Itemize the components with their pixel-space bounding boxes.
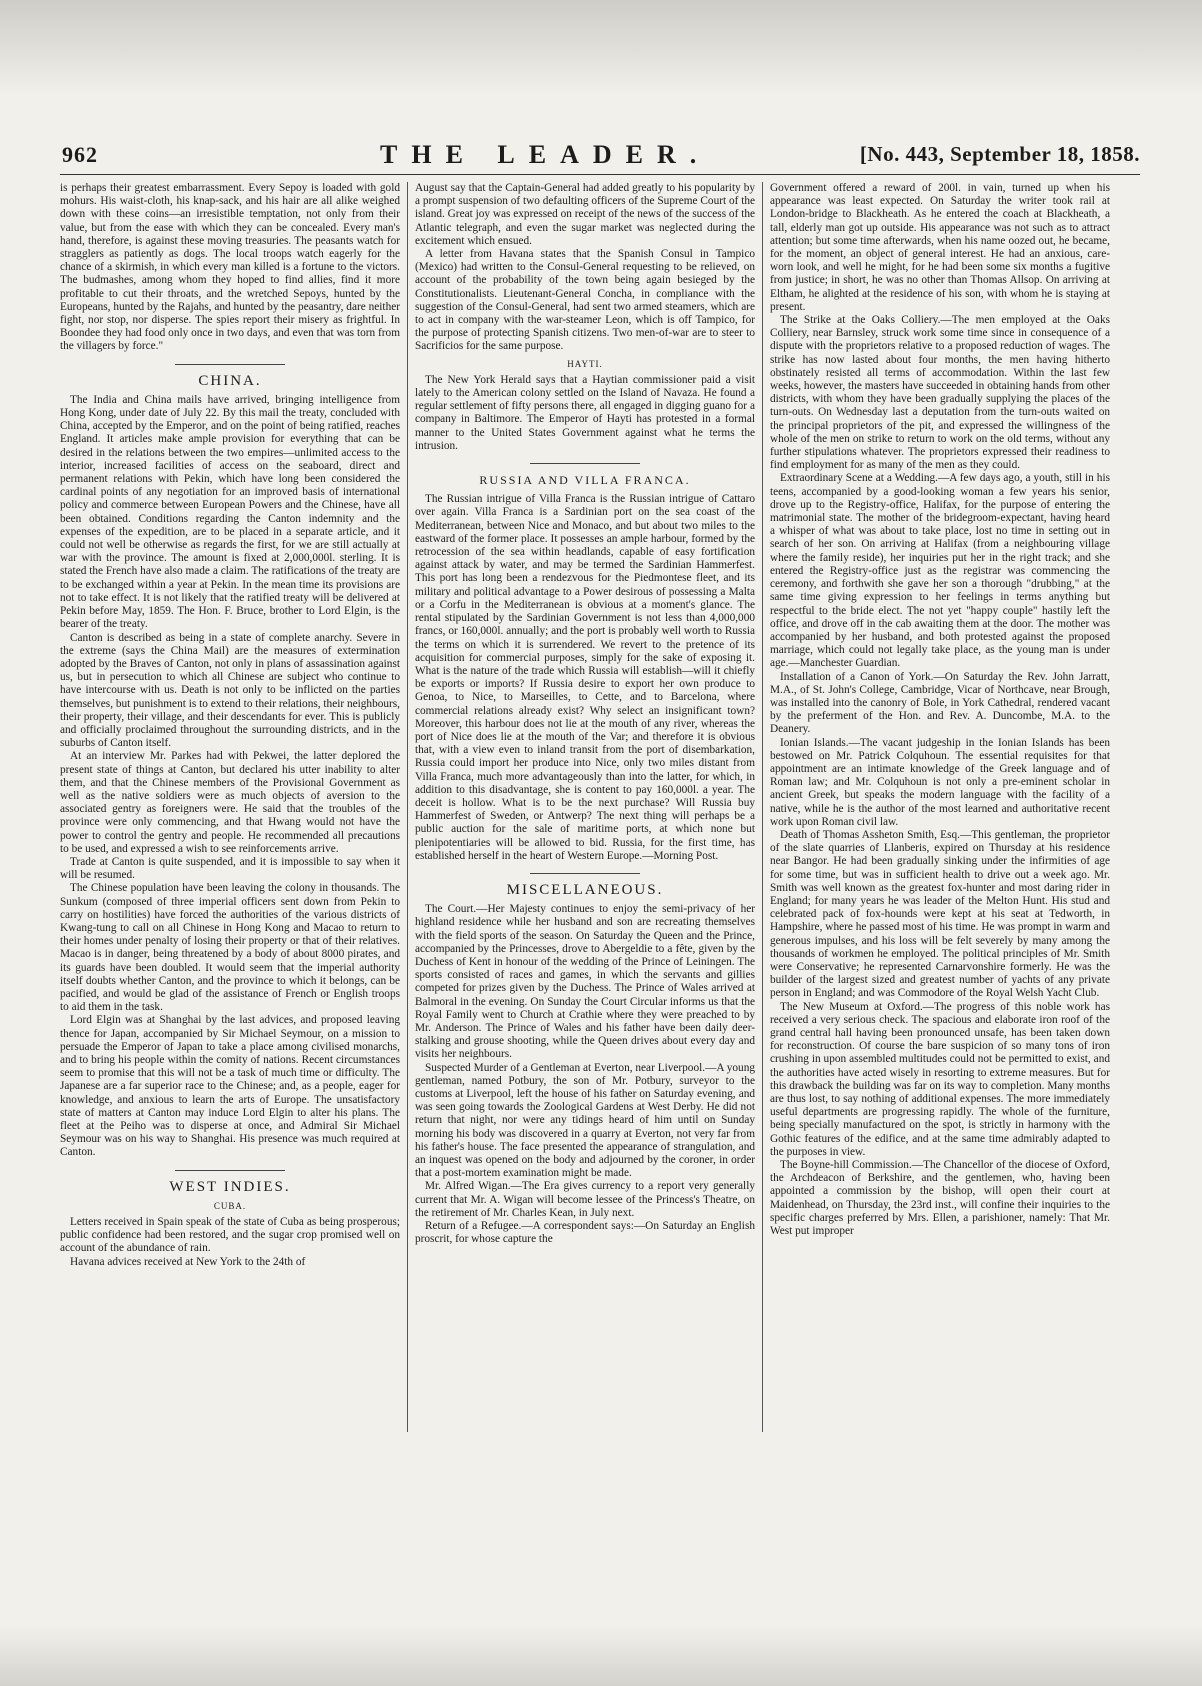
paragraph: A letter from Havana states that the Spanish Consul in Tampico (Mexico) had written to the Consul-General requesting to be relieved, on account of the probability of the town being again besieged by the Constitutionalists. Lieutenant-General Concha, in compliance with the suggestion of the Consul-General, had sent two armed steamers, which are to act in company with the war-steamer Leon, which is off Tampico, for the purpose of protecting Spanish citizens. Two men-of-war are to steer to Sacrificios for the same purpose. bbox=[415, 248, 755, 353]
separator bbox=[530, 873, 640, 874]
paragraph: The New York Herald says that a Haytian commissioner paid a visit lately to the American colony settled on the Island of Navaza. He found a regular settlement of fifty persons there, all engaged in digging guano for a company in Baltimore. The Emperor of Hayti has protested in a formal manner to the United States Government against what he terms the intrusion. bbox=[415, 373, 755, 452]
paragraph: The India and China mails have arrived, bringing intelligence from Hong Kong, under date of July 22. By this mail the treaty, concluded with China, accepted by the Emperor, and on the point of being ratified, reaches England. It articles make ample provision for everything that can be desired in the relations between the two empires—unlimited access to the interior, increased facilities of access on the seaboard, direct and permanent relations with Pekin, which have long been considered the cardinal points of any negotiation for an improved basis of international policy and commerce between European Powers and the Chinese, have all been obtained. Conditions regarding the Canton indemnity and the expenses of the expedition, are to be placed in a separate article, and it could not well be otherwise as regards the first, for we are still actually at war with the province. The amount is fixed at 2,000,000l. sterling. It is stated the French have also made a claim. The ratifications of the treaty are to be exchanged within a year at Pekin. In the mean time its provisions are not to take effect. It is not likely that the ratified treaty will be delivered at Pekin before May, 1859. The Hon. F. Bruce, brother to Lord Elgin, is the bearer of the treaty. bbox=[60, 393, 400, 631]
paragraph: Suspected Murder of a Gentleman at Everton, near Liverpool.—A young gentleman, named Potbury, the son of Mr. Potbury, surveyor to the customs at Liverpool, left the house of his father on Saturday evening, and was seen going towards the Zoological Gardens at West Derby. He did not return that night, nor were any tidings heard of him until on Sunday morning his body was discovered in a quarry at Everton, not very far from his father's house. The face presented the appearance of strangulation, and an inquest was opened on the body and adjourned by the coroner, in order that a post-mortem examination might be made. bbox=[415, 1061, 755, 1180]
column-rule bbox=[762, 182, 763, 1432]
column-3 bbox=[770, 182, 1110, 1622]
article-continuation: Government offered a reward of 200l. in vain, turned up when his appearance was least expected. On Saturday the writer took rail at London-bridge to Blackheath. As he entered the coach at Blackheath, a tall, elderly man got up outside. His appearance was not such as to attract attention; but some time afterwards, when his name oozed out, he became, for the moment, an object of general interest. He had an anxious, care-worn look, and well he might, for he had been some six months a fugitive from justice; in short, he was no other than Thomas Allsop. On arriving at Eltham, he alighted at the residence of his son, with whom he is staying at present. bbox=[770, 182, 1110, 313]
separator bbox=[175, 364, 285, 365]
paragraph: Lord Elgin was at Shanghai by the last advices, and proposed leaving thence for Japan, accompanied by Sir Michael Seymour, on a mission to persuade the Emperor of Japan to take a place among civilised monarchs, and to bring his people within the comity of nations. Recent circumstances seem to promise that this will not be a task of much time or difficulty. The Japanese are a far superior race to the Chinese; and, as a people, eager for knowledge, and anxious to learn the arts of Europe. The unsatisfactory state of matters at Canton may induce Lord Elgin to alter his plans. The fleet at the Peiho was to disperse at once, and Admiral Sir Michael Seymour was on his way to Shanghai. His presence was much required at Canton. bbox=[60, 1014, 400, 1159]
column-rule bbox=[407, 182, 408, 1432]
separator bbox=[530, 463, 640, 464]
paragraph: The Court.—Her Majesty continues to enjoy the semi-privacy of her highland residence while her husband and son are recreating themselves with the field sports of the season. On Saturday the Queen and the Prince, accompanied by the Princesses, drove to Abergeldie to a fête, given by the Duchess of Kent in honour of the wedding of the Prince of Leiningen. The sports consisted of races and games, in which the servants and gillies competed for prizes given by the Duchess. The Prince of Wales arrived at Balmoral in the evening. On Sunday the Court Circular informs us that the Royal Family went to Church at Crathie where they were preached to by Mr. Anderson. The Prince of Wales and his father have been daily deer-stalking and grouse shooting, while the Queen drives about every day and visits her neighbours. bbox=[415, 903, 755, 1061]
paragraph: Ionian Islands.—The vacant judgeship in the Ionian Islands has been bestowed on Mr. Patrick Colquhoun. The essential requisites for that appointment are an intimate knowledge of the Greek language and of Roman law; and Mr. Colquhoun is not only a pre-eminent scholar in ancient Greek, but speaks the modern language with the facility of a native, while he is the author of the most learned and authoritative recent work upon Roman civil law. bbox=[770, 736, 1110, 828]
paragraph: Death of Thomas Assheton Smith, Esq.—This gentleman, the proprietor of the slate quarries of Llanberis, expired on Thursday at his residence near Bangor. He had been gradually sinking under the infirmities of age for some time, but was in sufficient health to drive out a week ago. Mr. Smith was well known as the greatest fox-hunter and most daring rider in England; for many years he was leader of the Melton Hunt. His stud and celebrated pack of fox-hounds were kept at his seat at Tedworth, in Hampshire, where he passed most of his time. He was prompt in warm and generous impulses, and his loss will be felt severely by many among the thousands of workmen he employed. The political principles of Mr. Smith were Conservative; he represented Carnarvonshire formerly. He was the builder of the largest sized and greatest number of yachts of any private person in England; and was Commodore of the Royal Welsh Yacht Club. bbox=[770, 828, 1110, 1000]
newspaper-page bbox=[60, 140, 1140, 1640]
scan-border-top bbox=[0, 0, 1202, 95]
section-heading-russia: RUSSIA AND VILLA FRANCA. bbox=[479, 473, 691, 488]
paragraph: The Strike at the Oaks Colliery.—The men employed at the Oaks Colliery, near Barnsley, struck work some time since in consequence of a dispute with the proprietors relative to a proposed reduction of wages. The strike has now lasted about four months, the men having hitherto obstinately resisted all terms of accommodation. Within the last few weeks, however, the masters have succeeded in obtaining hands from other districts, with whom they have been gradually supplying the places of the turn-outs. On Wednesday last a deputation from the turn-outs waited on the principal proprietors of the pit, and expressed the willingness of the whole of the men on strike to return to work on the old terms, without any further stipulations whatever. The proprietors expressed their readiness to find employment for as many of the men as they could. bbox=[770, 314, 1110, 472]
paragraph: Installation of a Canon of York.—On Saturday the Rev. John Jarratt, M.A., of St. John's College, Cambridge, Vicar of Northcave, near Brough, was installed into the canonry of Bole, in York Cathedral, rendered vacant by the preferment of the Hon. and Rev. A. Duncombe, M.A. to the Deanery. bbox=[770, 670, 1110, 736]
paragraph: Extraordinary Scene at a Wedding.—A few days ago, a youth, still in his teens, accompanied by a good-looking woman a few years his senior, drove up to the Registry-office, Halifax, for the purpose of entering the matrimonial state. The mother of the bridegroom-expectant, having heard a whisper of what was about to take place, lost no time in setting out in search of her son. On arriving at Halifax (from a neighbouring village where the family reside), her inquiries put her in the right track; and she entered the Registry-office just as the registrar was commencing the ceremony, and forthwith she gave her son a thorough "drubbing," at the same time giving expression to her feelings in terms anything but respectful to the bride elect. The not yet "happy couple" hastily left the office, and drove off in the cab awaiting them at the door. The mother was accompanied by her husband, and both protested against the proposed marriage, which could not legally take place, as the young man is under age.—Manchester Guardian. bbox=[770, 472, 1110, 670]
paragraph: Mr. Alfred Wigan.—The Era gives currency to a report very generally current that Mr. A. Wigan will become lessee of the Princess's Theatre, on the retirement of Mr. Charles Kean, in July next. bbox=[415, 1180, 755, 1219]
paragraph: Canton is described as being in a state of complete anarchy. Severe in the extreme (says the China Mail) are the measures of extermination adopted by the Braves of Canton, not only in plans of assassination against us, but in persecution to which all Chinese are subject who continue to have intercourse with us. Death is not only to be inflicted on the parties themselves, but punishment is to extend to their relations, their neighbours, their property, their village, and their descendants for ever. This is publicly and officially proclaimed throughout the surrounding districts, and in the suburbs of Canton itself. bbox=[60, 631, 400, 750]
column-1 bbox=[60, 182, 400, 1622]
paragraph: The Russian intrigue of Villa Franca is the Russian intrigue of Cattaro over again. Villa Franca is a Sardinian port on the sea coast of the Mediterranean, between Nice and Monaco, and but about two miles to the eastward of the former place. It possesses an ample harbour, formed by the retrocession of the sea within headlands, capable of easy fortification against attack by water, and may be termed the Sardinian Hammerfest. This port has long been a rendezvous for the Piedmontese fleet, and its military and political advantage to a Power desirous of possessing a Malta or a Corfu in the Mediterranean is obvious at a moment's glance. The rental stipulated by the Sardinian Government is not less than 4,000,000 francs, or 160,000l. annually; and the port is probably well worth to Russia the terms on which it is surrendered. We revert to the pretence of its acquisition for commercial purposes, simply for the sake of exposing it. What is the nature of the trade which Russia will establish—will it chiefly be exports or imports? If Russia desire to export her own produce to Genoa, to Nice, to Marseilles, to Cette, and to Barcelona, where commercial relations already exist? Why select an insignificant town? Moreover, this harbour does not lie at the mouth of any river, whereas the port of Nice does lie at the mouth of the Var; and therefore it is obvious that, with a view even to inland transit from the port of disembarkation, Russia could import her produce into Nice, only two miles distant from Villa Franca, much more advantageously than into the latter, for which, in addition to this disadvantage, she is content to pay 160,000l. a year. The deceit is hollow. What is to be the next purchase? Will Russia buy Hammerfest of Sweden, or Antwerp? The next thing will perhaps be a public auction for the sale of maritime ports, at which none but plenipotentiaries will be allowed to bid. Russia, for the first time, has established herself in the heart of Western Europe.—Morning Post. bbox=[415, 493, 755, 862]
masthead bbox=[60, 140, 1140, 175]
paragraph: The New Museum at Oxford.—The progress of this noble work has received a very serious check. The spacious and elaborate iron roof of the grand central hall having been pronounced unsafe, has been taken down for reconstruction. Of course the bare suspicion of so many tons of iron crushing in upon assembled multitudes could not be permitted to exist, and the authorities have acted wisely in resorting to extreme measures. But for this drawback the building was far on its way to completion. Many months are thus lost, to say nothing of additional expenses. The more immediately useful departments are progressing rapidly. The whole of the furniture, being specially manufactured on the spot, is strictly in harmony with the Gothic features of the edifice, and at the same time admirably adapted to the purposes in view. bbox=[770, 1000, 1110, 1158]
paragraph: The Boyne-hill Commission.—The Chancellor of the diocese of Oxford, the Archdeacon of Berkshire, and the gentlemen, who, having been appointed a commission by the bishop, will open their court at Maidenhead, on Thursday, the 23rd inst., will confine their inquiries to the specific charges preferred by Mrs. Ellen, a parishioner, namely: That Mr. West put improper bbox=[770, 1159, 1110, 1238]
subheading-cuba: CUBA. bbox=[213, 1200, 247, 1211]
paragraph: Trade at Canton is quite suspended, and it is impossible to say when it will be resumed. bbox=[60, 855, 400, 882]
section-heading-china: CHINA. bbox=[198, 372, 262, 389]
subheading-hayti: HAYTI. bbox=[567, 358, 603, 369]
paragraph: Letters received in Spain speak of the state of Cuba as being prosperous; public confidence had been restored, and the sugar crop promised well on account of the abundance of rain. bbox=[60, 1216, 400, 1255]
article-continuation: August say that the Captain-General had added greatly to his popularity by a prompt suspension of two defaulting officers of the Supreme Court of the island. Great joy was expressed on receipt of the news of the success of the Atlantic telegraph, and even the sugar market was neglected during the excitement which ensued. bbox=[415, 182, 755, 247]
paragraph: At an interview Mr. Parkes had with Pekwei, the latter deplored the present state of things at Canton, but declared his utter inability to alter them, and that the Chinese members of the Provisional Government as well as the native soldiers were as much objects of aversion to the associated gentry as foreigners were. He said that the troubles of the province were only commencing, and that Hwang would not have the power to control the gentry and people. He recommended all precautions to be used, and expressed a wish to see reinforcements arrive. bbox=[60, 750, 400, 855]
separator bbox=[175, 1170, 285, 1171]
paragraph: Havana advices received at New York to the 24th of bbox=[70, 1255, 306, 1268]
paragraph: The Chinese population have been leaving the colony in thousands. The Sunkum (composed of three imperial officers sent down from Pekin to carry on hostilities) have forced the authorities of the various districts of Kwang-tung to call on all Chinese in Hong Kong and Macao to return to their homes under penalty of losing their property or that of their relatives. Macao is in danger, being threatened by a body of about 8000 pirates, and its guards have been doubled. It would seem that the imperial authority itself doubts whether Canton, and the province to which it belongs, can be pacified, and would be glad of the assistance of French or English troops to aid them in the task. bbox=[60, 882, 400, 1014]
column-2 bbox=[415, 182, 755, 1622]
article-continuation: is perhaps their greatest embarrassment. Every Sepoy is loaded with gold mohurs. His waist-cloth, his knap-sack, and his hair are all alike weighed down with these coins—an irresistible temptation, not only from their value, but from the ease with which they can be concealed. Every man's hand, therefore, is against these moving treasuries. The peasants watch for stragglers as patiently as dogs. The local troops watch eagerly for the chance of a skirmish, in which every man killed is a fortune to the victors. The budmashes, among whom they hoped to find allies, find it more profitable to cut their throats, and the wretched Sepoys, hunted by the Europeans, hunted by the Rajahs, and hunted by the peasantry, dare neither fight, nor stop, nor disperse. The spies report their misery as frightful. In Boondee they had food only once in two days, and even that was torn from the villagers by force." bbox=[60, 182, 400, 353]
section-heading-west-indies: WEST INDIES. bbox=[169, 1178, 291, 1195]
paragraph: Return of a Refugee.—A correspondent says:—On Saturday an English proscrit, for whose capture the bbox=[415, 1220, 755, 1246]
newspaper-title: THE LEADER. bbox=[380, 140, 711, 169]
issue-date: [No. 443, September 18, 1858. bbox=[859, 142, 1140, 166]
page-number: 962 bbox=[62, 142, 98, 167]
section-heading-miscellaneous: MISCELLANEOUS. bbox=[506, 881, 664, 898]
